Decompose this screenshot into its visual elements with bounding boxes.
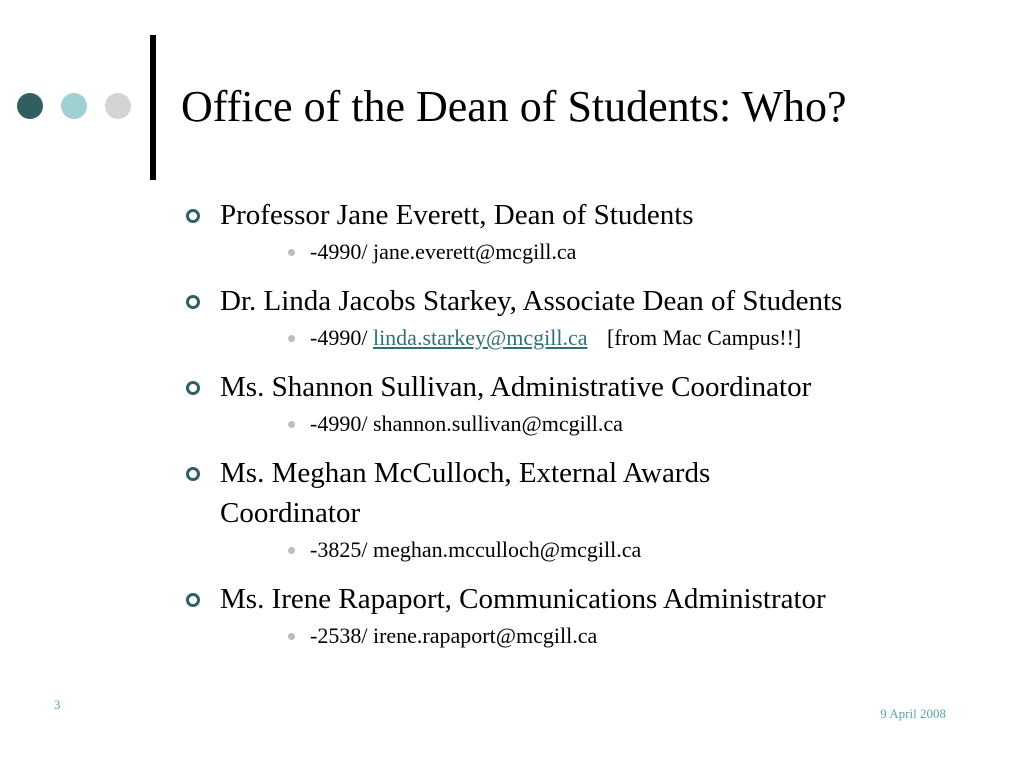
slide-date: 9 April 2008 xyxy=(880,706,946,721)
dark-circle-icon xyxy=(17,93,43,119)
phone-extension: -4990/ xyxy=(310,411,368,436)
slide-title: Office of the Dean of Students: Who? xyxy=(181,82,847,131)
staff-name: Ms. Irene Rapaport, Communications Administrator xyxy=(220,583,826,615)
staff-name: Ms. Shannon Sullivan, Administrative Coordinator xyxy=(220,371,812,403)
email-text: jane.everett@mcgill.ca xyxy=(372,239,577,264)
contact-detail xyxy=(220,237,984,267)
phone-extension: -4990/ xyxy=(310,239,368,264)
phone-extension: -3825/ xyxy=(310,537,368,562)
list-item xyxy=(184,281,984,353)
dot-bullet-icon xyxy=(288,249,295,256)
slide-number: 3 xyxy=(54,697,61,712)
phone-extension: -2538/ xyxy=(310,623,368,648)
dot-bullet-icon xyxy=(288,633,295,640)
staff-name: Ms. Meghan McCulloch, External Awards Coordinator xyxy=(220,457,711,529)
light-circle-icon xyxy=(61,93,87,119)
circle-bullet-icon xyxy=(186,381,200,395)
title-divider xyxy=(150,35,156,180)
list-item xyxy=(184,579,984,651)
dot-bullet-icon xyxy=(288,421,295,428)
staff-list xyxy=(184,195,984,665)
circle-bullet-icon xyxy=(186,209,200,223)
circle-bullet-icon xyxy=(186,467,200,481)
contact-detail xyxy=(220,535,984,565)
contact-detail xyxy=(220,409,984,439)
campus-note: [from Mac Campus!!] xyxy=(606,325,802,350)
grey-circle-icon xyxy=(105,93,131,119)
list-item xyxy=(184,195,984,267)
dot-bullet-icon xyxy=(288,335,295,342)
circle-bullet-icon xyxy=(186,295,200,309)
email-link[interactable]: linda.starkey@mcgill.ca xyxy=(372,325,588,350)
contact-detail xyxy=(220,621,984,651)
email-text: meghan.mcculloch@mcgill.ca xyxy=(372,537,642,562)
list-item xyxy=(184,453,984,565)
circle-bullet-icon xyxy=(186,593,200,607)
phone-extension: -4990/ xyxy=(310,325,368,350)
staff-name: Professor Jane Everett, Dean of Students xyxy=(220,199,694,231)
staff-name: Dr. Linda Jacobs Starkey, Associate Dean of Students xyxy=(220,285,843,317)
contact-detail xyxy=(220,323,984,353)
email-text: shannon.sullivan@mcgill.ca xyxy=(372,411,623,436)
email-text: irene.rapaport@mcgill.ca xyxy=(372,623,598,648)
list-item xyxy=(184,367,984,439)
dot-bullet-icon xyxy=(288,547,295,554)
